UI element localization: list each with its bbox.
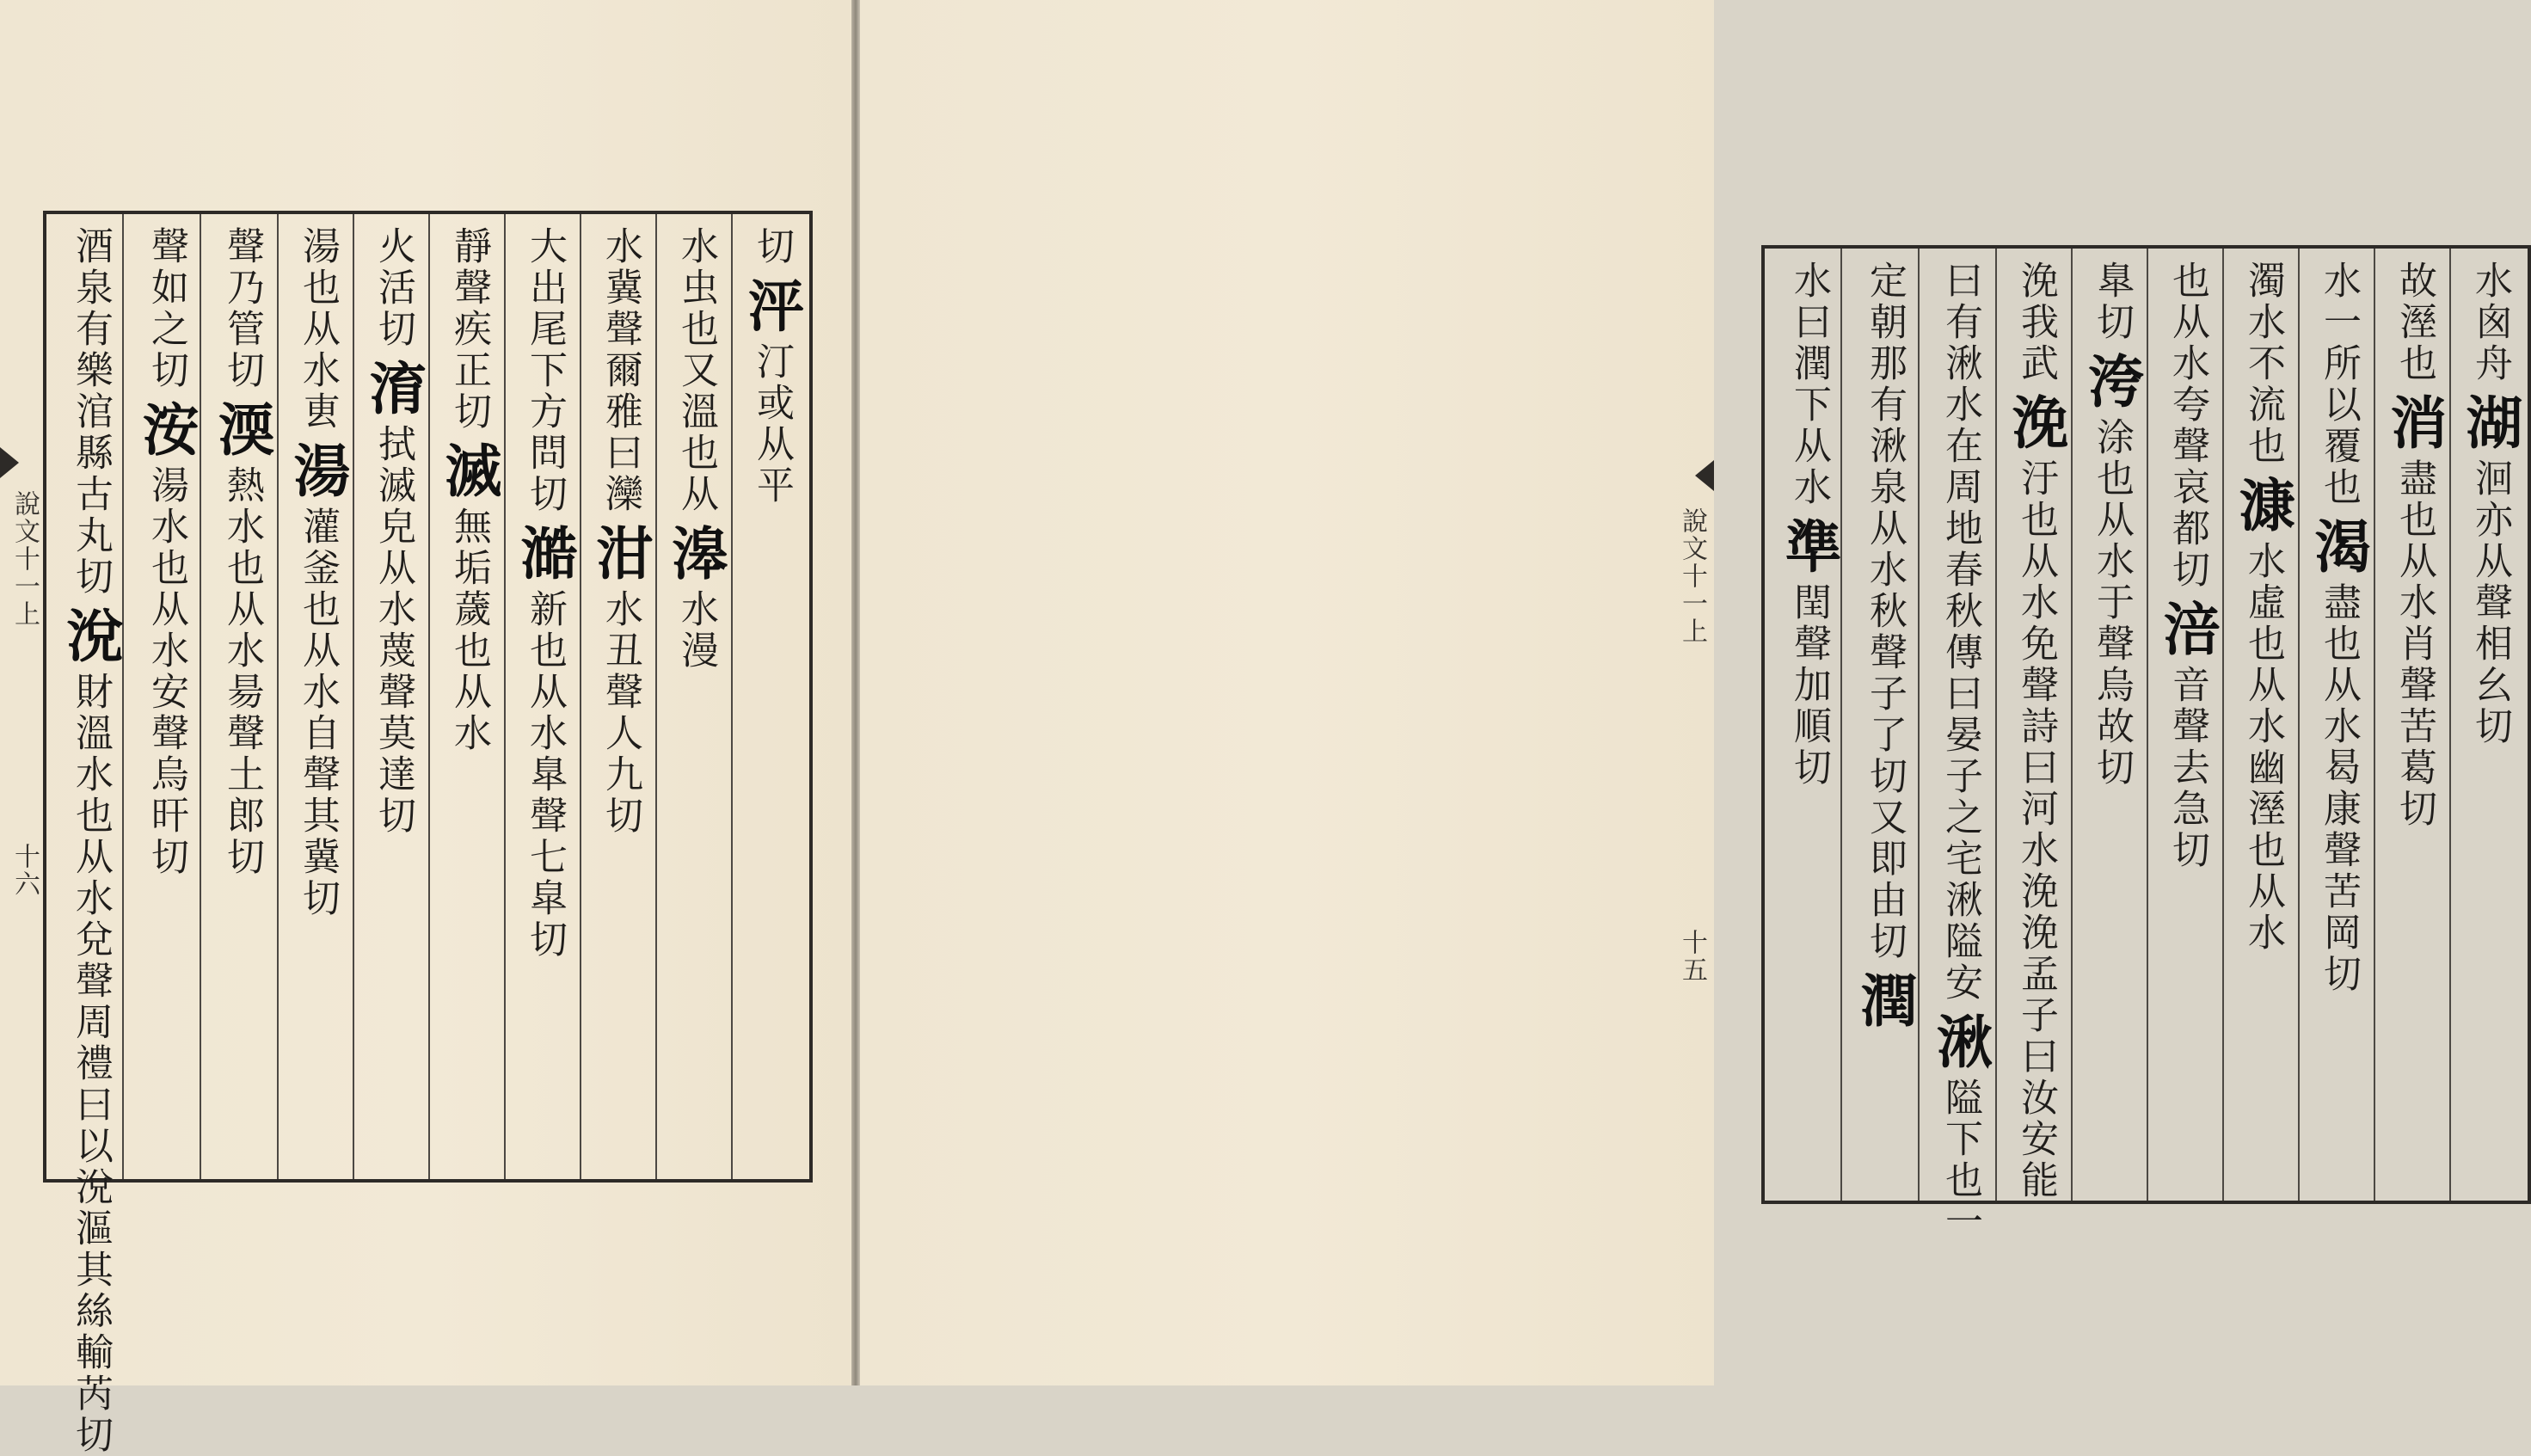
seal-character: 準	[1775, 517, 1842, 574]
column-text: 靜聲疾正切	[447, 226, 491, 433]
seal-character: 渜	[208, 400, 275, 457]
column-text: 水虛也从水幽溼也从水	[2241, 541, 2285, 954]
column-text: 財溫水也从水兌聲周禮曰以涗漚其絲輸芮切	[69, 672, 113, 1456]
column-text: 水漫	[674, 589, 718, 672]
seal-character: 滜	[662, 524, 729, 581]
column-text: 涂也从水于聲烏故切	[2090, 417, 2134, 789]
right-column-9	[1851, 261, 1918, 1189]
seal-character: 渴	[2305, 517, 2372, 574]
page-marker-number: 十六	[9, 843, 40, 898]
column-text: 曰有湫水在周地春秋傳曰晏子之宅湫隘安	[1938, 261, 1982, 1004]
column-text: 臯切	[2090, 261, 2134, 343]
column-text: 汙也从水免聲詩曰河水浼浼孟子曰汝安能	[2014, 458, 2058, 1201]
column-text: 酒泉有樂涫縣古丸切	[69, 226, 113, 598]
left-column-10	[57, 226, 124, 1456]
seal-character: 洝	[132, 400, 200, 457]
right-column-7	[2002, 261, 2069, 1201]
right-column-10	[1775, 261, 1842, 1189]
left-column-7	[284, 226, 351, 1167]
page-marker-number: 十五	[1677, 929, 1707, 984]
column-text: 音聲去急切	[2165, 665, 2209, 871]
left-column-9	[132, 226, 200, 1167]
column-text: 聲乃管切	[220, 226, 264, 391]
seal-character: 湖	[2456, 393, 2523, 450]
right-column-1	[2456, 261, 2523, 1189]
seal-character: 湯	[284, 441, 351, 498]
column-text: 大出尾下方問切	[523, 226, 567, 515]
column-text: 故溼也	[2393, 261, 2436, 384]
seal-character: 浼	[2002, 393, 2069, 450]
right-column-6	[2078, 261, 2145, 1189]
column-text: 定朝那有湫泉从水秋聲子了切又即由切	[1863, 261, 1907, 962]
left-column-2	[662, 226, 729, 1167]
seal-character: 洿	[2078, 352, 2145, 409]
column-text: 灌釜也从水自聲其冀切	[296, 507, 340, 919]
seal-character: 消	[2380, 393, 2448, 450]
right-column-3	[2305, 261, 2372, 1189]
left-column-5	[435, 226, 502, 1167]
seal-character: 涪	[2153, 599, 2221, 656]
left-page-text-block	[43, 211, 813, 1456]
column-text: 水曰潤下从水	[1787, 261, 1831, 508]
column-text: 盡也从水曷康聲苦岡切	[2317, 582, 2361, 995]
right-page-text-block	[1761, 245, 2531, 1243]
seal-character: 泙	[738, 276, 805, 333]
column-text: 洄亦从聲相幺切	[2468, 458, 2512, 747]
column-text: 水一所以覆也	[2317, 261, 2361, 508]
column-text: 隘下也一	[1938, 1078, 1982, 1243]
seal-character: 淯	[359, 359, 427, 415]
right-column-2	[2380, 261, 2448, 1189]
page-marker-label: 說文十一上	[1677, 507, 1707, 645]
column-text: 濁水不流也	[2241, 261, 2285, 467]
left-page	[0, 0, 851, 1456]
left-column-4	[511, 226, 578, 1167]
column-text: 熱水也从水昜聲土郎切	[220, 465, 264, 878]
right-column-8	[1926, 261, 1993, 1243]
column-text: 水丑聲人九切	[599, 589, 642, 837]
column-text: 水虫也又溫也从	[674, 226, 718, 515]
right-column-4	[2229, 261, 2296, 1189]
column-text: 浼我武	[2014, 261, 2058, 384]
left-column-3	[587, 226, 654, 1167]
fishtail-mark-icon	[1695, 460, 1714, 491]
right-column-5	[2153, 261, 2221, 1189]
seal-character: 潤	[1851, 971, 1918, 1028]
seal-character: 涗	[57, 606, 124, 663]
column-text: 湯也从水叀	[296, 226, 340, 433]
column-text: 拭滅皃从水蔑聲莫達切	[372, 424, 415, 837]
column-text: 切	[750, 226, 794, 267]
left-column-8	[208, 226, 275, 1167]
left-column-1	[738, 226, 805, 1167]
column-text: 也从水夸聲哀都切	[2165, 261, 2209, 591]
seal-character: 漮	[2229, 476, 2296, 532]
page-marker-label: 說文十一上	[9, 490, 40, 628]
seal-character: 澔	[511, 524, 578, 581]
column-text: 水囪舟	[2468, 261, 2512, 384]
fishtail-mark-icon	[0, 447, 19, 478]
seal-character: 滅	[435, 441, 502, 498]
column-text: 火活切	[372, 226, 415, 350]
column-text: 閏聲加順切	[1787, 582, 1831, 789]
seal-character: 湫	[1926, 1012, 1993, 1069]
column-text: 新也从水臯聲七皐切	[523, 589, 567, 961]
column-text: 汀或从平	[750, 341, 794, 507]
seal-character: 泔	[587, 524, 654, 581]
column-text: 水冀聲爾雅曰灤	[599, 226, 642, 515]
column-text: 湯水也从水安聲烏旰切	[144, 465, 188, 878]
column-text: 無垢薉也从水	[447, 507, 491, 754]
column-text: 盡也从水肖聲苦葛切	[2393, 458, 2436, 830]
right-page	[860, 0, 2523, 1385]
book-gutter	[851, 0, 860, 1385]
left-column-6	[359, 226, 427, 1167]
column-text: 聲如之切	[144, 226, 188, 391]
